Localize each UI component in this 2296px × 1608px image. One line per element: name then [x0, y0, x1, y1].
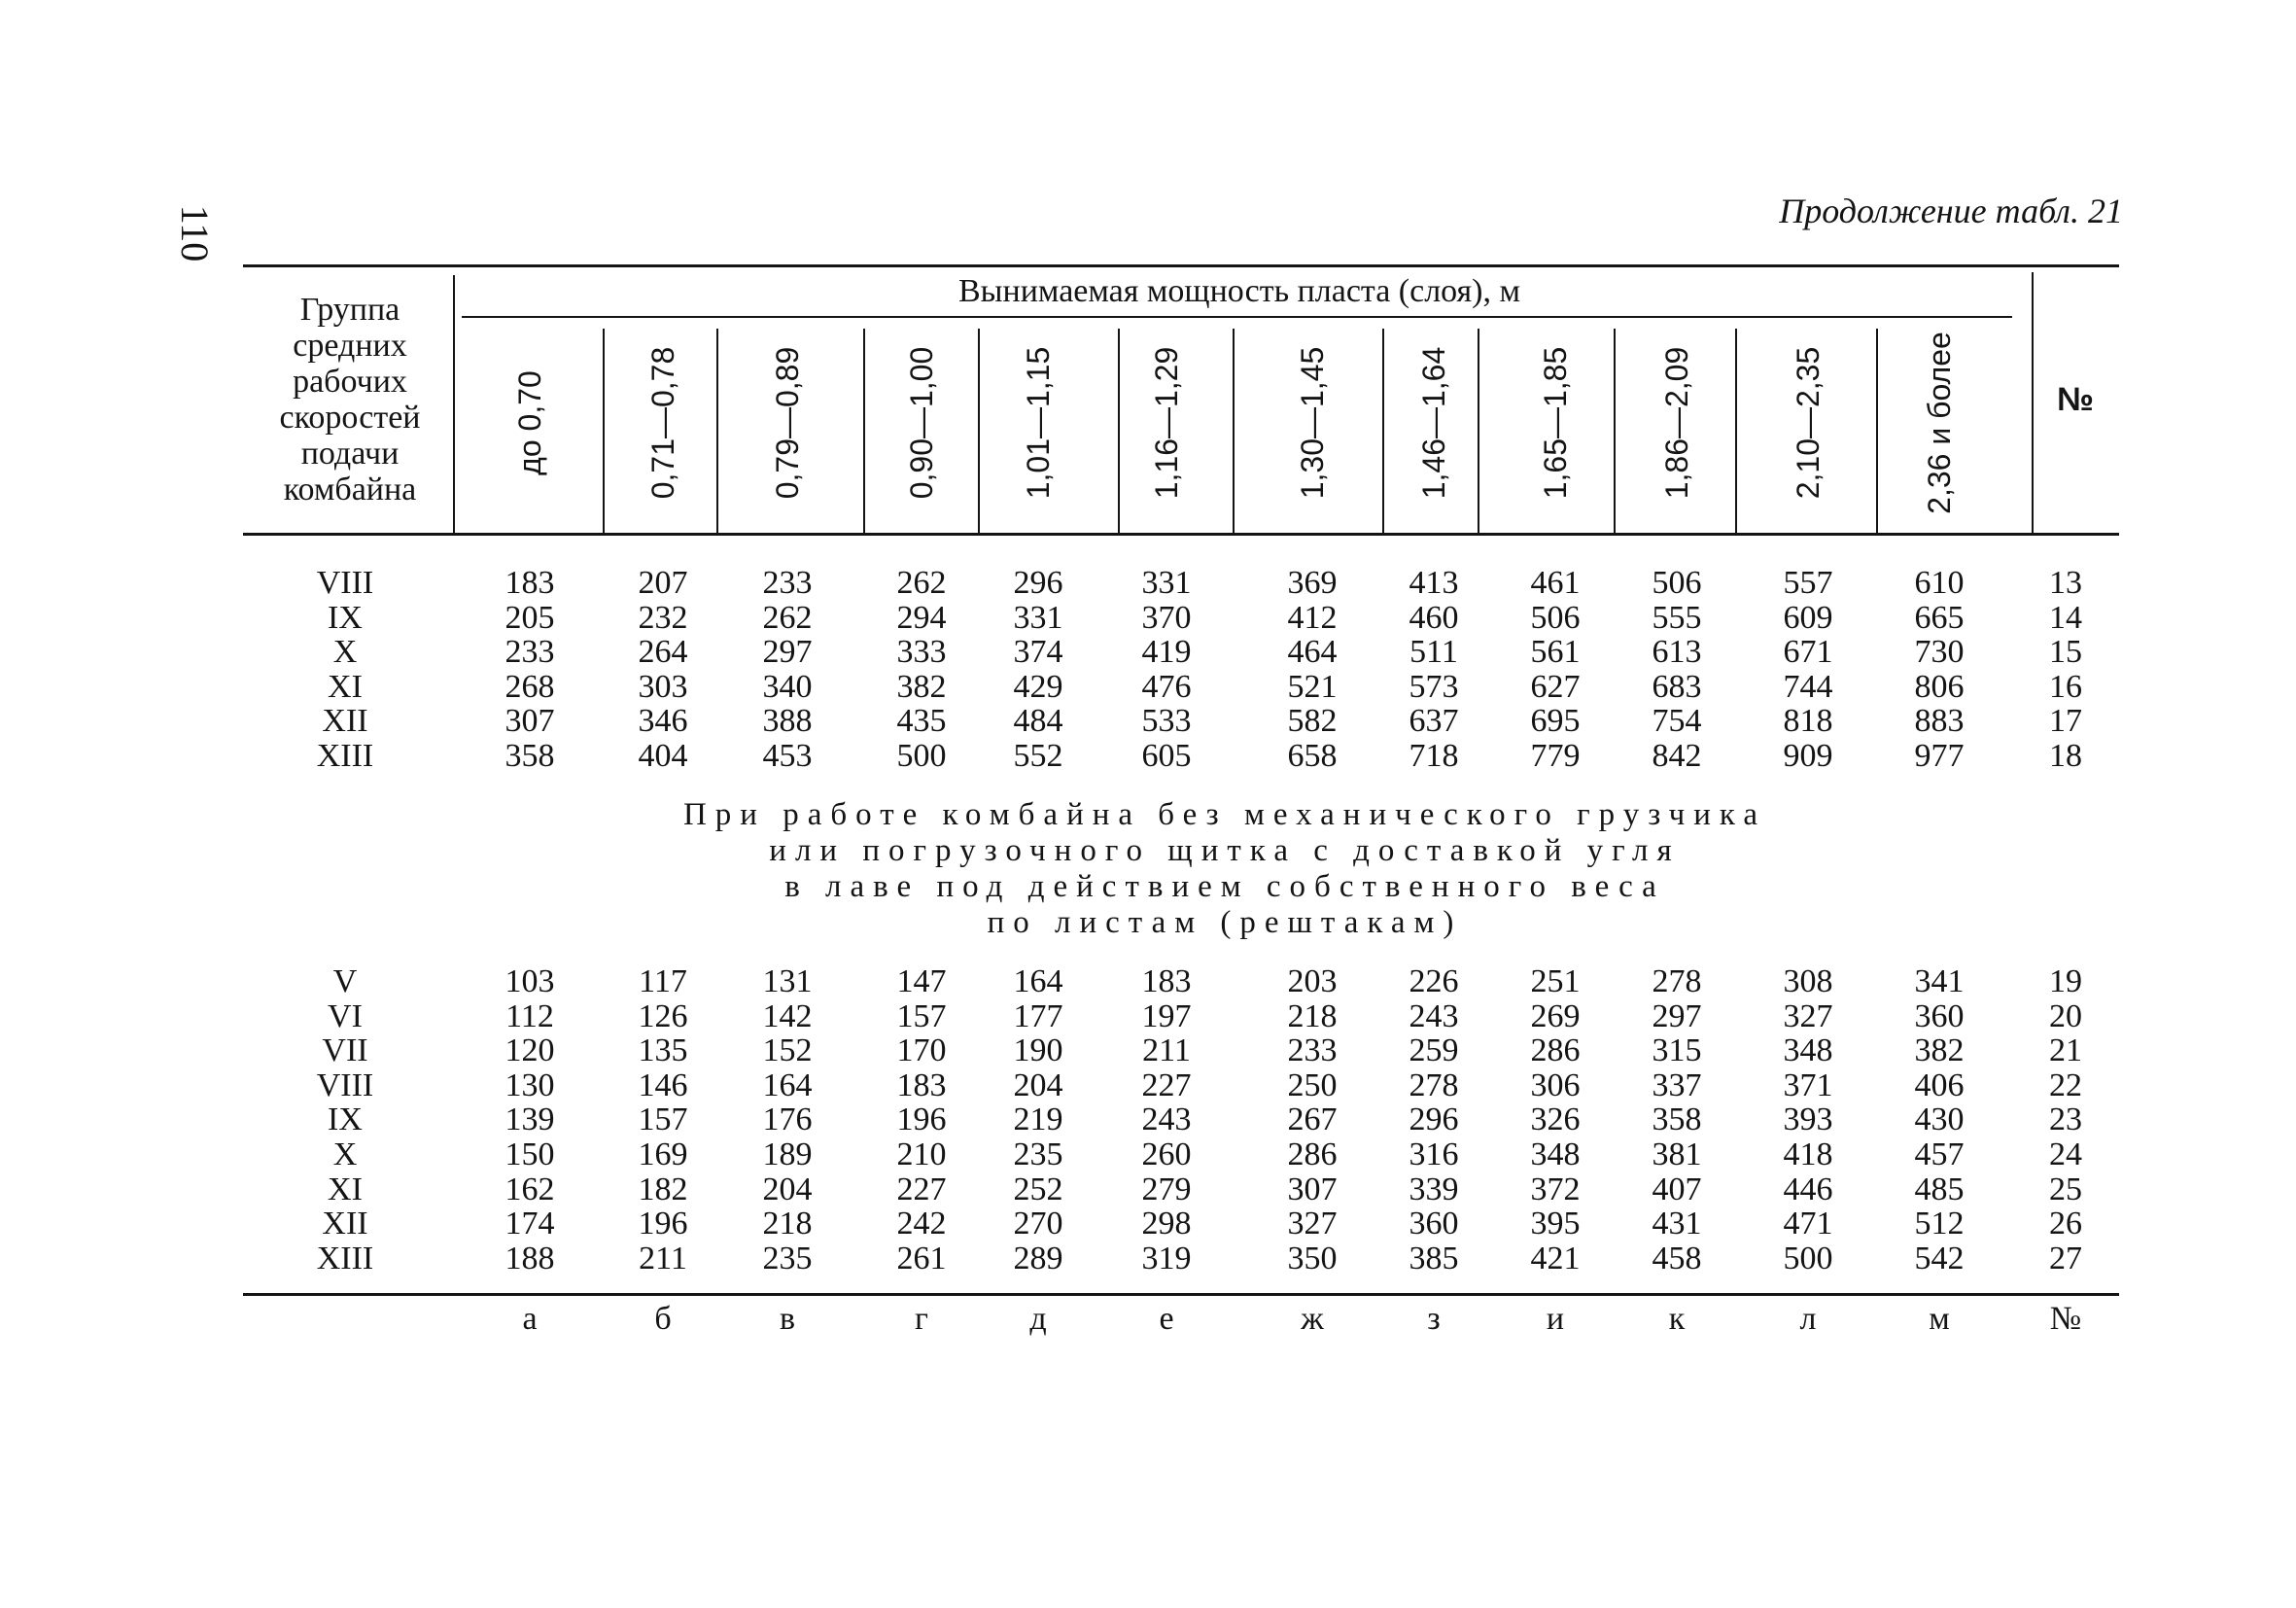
row-group-label: IX	[328, 599, 363, 636]
row-group-label: XII	[322, 1206, 368, 1242]
thickness-header-rule	[462, 316, 2012, 318]
table-cell: 289	[1013, 1240, 1063, 1276]
column-letter: е	[1159, 1301, 1174, 1337]
table-cell: 307	[1287, 1171, 1338, 1207]
column-letter: з	[1427, 1301, 1441, 1337]
table-cell: 262	[762, 599, 813, 636]
table-cell: 461	[1530, 565, 1581, 601]
table-cell: 319	[1141, 1240, 1192, 1276]
table-cell: 261	[896, 1240, 947, 1276]
table-cell: 609	[1783, 599, 1833, 636]
table-cell: 297	[762, 634, 813, 671]
table-cell: 658	[1287, 738, 1338, 774]
number-column-footer: №	[2049, 1301, 2082, 1337]
number-column-divider	[2032, 272, 2034, 533]
table-cell: 348	[1530, 1136, 1581, 1172]
column-divider	[603, 329, 605, 533]
column-divider	[1233, 329, 1235, 533]
table-cell: 157	[638, 1101, 688, 1138]
table-cell: 260	[1141, 1136, 1192, 1172]
table-cell: 162	[504, 1171, 555, 1207]
table-cell: 250	[1287, 1066, 1338, 1103]
table-cell: 573	[1409, 668, 1459, 705]
table-cell: 458	[1652, 1240, 1702, 1276]
header-bottom-rule	[243, 533, 2119, 536]
table-cell: 279	[1141, 1171, 1192, 1207]
table-cell: 605	[1141, 738, 1192, 774]
column-divider	[1118, 329, 1120, 533]
table-cell: 306	[1530, 1066, 1581, 1103]
table-cell: 412	[1287, 599, 1338, 636]
thickness-column-header: 1,01—1,15	[1021, 346, 1056, 500]
table-cell: 205	[504, 599, 555, 636]
column-divider	[1614, 329, 1616, 533]
table-cell: 188	[504, 1240, 555, 1276]
column-letter: и	[1546, 1301, 1565, 1337]
table-cell: 331	[1013, 599, 1063, 636]
table-cell: 552	[1013, 738, 1063, 774]
row-number: 16	[2049, 668, 2082, 705]
table-cell: 233	[762, 565, 813, 601]
table-cell: 331	[1141, 565, 1192, 601]
table-cell: 506	[1652, 565, 1702, 601]
table-cell: 183	[896, 1066, 947, 1103]
table-cell: 286	[1287, 1136, 1338, 1172]
table-cell: 251	[1530, 963, 1581, 999]
table-cell: 117	[639, 963, 687, 999]
table-cell: 511	[1409, 634, 1458, 671]
row-number: 27	[2049, 1240, 2082, 1276]
table-cell: 267	[1287, 1101, 1338, 1138]
thickness-column-header: 1,65—1,85	[1538, 346, 1573, 500]
table-bottom-rule	[243, 1293, 2119, 1296]
table-cell: 294	[896, 599, 947, 636]
table-cell: 210	[896, 1136, 947, 1172]
group-header	[248, 292, 452, 507]
table-cell: 610	[1914, 565, 1965, 601]
column-letter: ж	[1301, 1301, 1324, 1337]
table-cell: 521	[1287, 668, 1338, 705]
row-group-label: X	[332, 634, 358, 671]
table-cell: 235	[1013, 1136, 1063, 1172]
table-cell: 779	[1530, 738, 1581, 774]
table-cell: 627	[1530, 668, 1581, 705]
table-cell: 269	[1530, 997, 1581, 1034]
column-divider	[863, 329, 865, 533]
table-cell: 453	[762, 738, 813, 774]
row-number: 24	[2049, 1136, 2082, 1172]
column-divider	[1478, 329, 1479, 533]
table-cell: 169	[638, 1136, 688, 1172]
table-cell: 103	[504, 963, 555, 999]
table-cell: 806	[1914, 668, 1965, 705]
table-cell: 374	[1013, 634, 1063, 671]
row-number: 17	[2049, 703, 2082, 740]
table-cell: 385	[1409, 1240, 1459, 1276]
table-cell: 147	[896, 963, 947, 999]
table-cell: 360	[1409, 1206, 1459, 1242]
table-cell: 555	[1652, 599, 1702, 636]
row-group-label: VIII	[316, 1066, 374, 1103]
table-cell: 407	[1652, 1171, 1702, 1207]
row-group-label: XI	[328, 1171, 363, 1207]
row-number: 25	[2049, 1171, 2082, 1207]
table-cell: 233	[504, 634, 555, 671]
thickness-column-header: 2,36 и более	[1922, 332, 1957, 514]
table-cell: 730	[1914, 634, 1965, 671]
table-cell: 381	[1652, 1136, 1702, 1172]
table-cell: 382	[896, 668, 947, 705]
table-cell: 226	[1409, 963, 1459, 999]
table-cell: 977	[1914, 738, 1965, 774]
table-cell: 233	[1287, 1032, 1338, 1069]
table-cell: 174	[504, 1206, 555, 1242]
section-title-line: или погрузочного щитка с доставкой угля	[769, 833, 1681, 868]
table-cell: 190	[1013, 1032, 1063, 1069]
table-cell: 227	[896, 1171, 947, 1207]
table-cell: 348	[1783, 1032, 1833, 1069]
group-column-divider	[453, 275, 455, 533]
section-title-line: в лаве под действием собственного веса	[784, 869, 1665, 904]
group-header-line: скоростей	[279, 400, 421, 436]
table-cell: 139	[504, 1101, 555, 1138]
table-cell: 268	[504, 668, 555, 705]
table-cell: 369	[1287, 565, 1338, 601]
column-letter: м	[1929, 1301, 1950, 1337]
table-cell: 211	[639, 1240, 687, 1276]
table-cell: 296	[1013, 565, 1063, 601]
row-number: 13	[2049, 565, 2082, 601]
table-cell: 718	[1409, 738, 1459, 774]
thickness-column-header: до 0,70	[512, 370, 547, 475]
table-cell: 219	[1013, 1101, 1063, 1138]
table-cell: 350	[1287, 1240, 1338, 1276]
table-cell: 235	[762, 1240, 813, 1276]
column-divider	[716, 329, 718, 533]
table-cell: 512	[1914, 1206, 1965, 1242]
table-cell: 382	[1914, 1032, 1965, 1069]
table-cell: 909	[1783, 738, 1833, 774]
table-cell: 372	[1530, 1171, 1581, 1207]
row-number: 15	[2049, 634, 2082, 671]
table-cell: 182	[638, 1171, 688, 1207]
column-letter: л	[1799, 1301, 1817, 1337]
row-number: 22	[2049, 1066, 2082, 1103]
table-cell: 112	[505, 997, 554, 1034]
table-cell: 146	[638, 1066, 688, 1103]
table-cell: 346	[638, 703, 688, 740]
table-cell: 252	[1013, 1171, 1063, 1207]
table-cell: 431	[1652, 1206, 1702, 1242]
group-header-line: подачи	[300, 436, 400, 472]
table-cell: 176	[762, 1101, 813, 1138]
table-cell: 270	[1013, 1206, 1063, 1242]
table-cell: 371	[1783, 1066, 1833, 1103]
thickness-column-header: 1,30—1,45	[1295, 346, 1330, 500]
table-cell: 418	[1783, 1136, 1833, 1172]
section-title-line: При работе комбайна без механического грузчика	[682, 797, 1767, 832]
row-group-label: XI	[328, 668, 363, 705]
table-cell: 183	[1141, 963, 1192, 999]
column-divider	[1382, 329, 1384, 533]
thickness-column-header: 0,79—0,89	[770, 346, 805, 500]
table-cell: 476	[1141, 668, 1192, 705]
row-number: 19	[2049, 963, 2082, 999]
table-cell: 457	[1914, 1136, 1965, 1172]
table-cell: 203	[1287, 963, 1338, 999]
table-cell: 218	[1287, 997, 1338, 1034]
row-number: 18	[2049, 738, 2082, 774]
table-cell: 435	[896, 703, 947, 740]
table-cell: 404	[638, 738, 688, 774]
number-column-header: №	[2057, 381, 2094, 418]
table-cell: 582	[1287, 703, 1338, 740]
table-cell: 883	[1914, 703, 1965, 740]
table-cell: 259	[1409, 1032, 1459, 1069]
section-2-title	[389, 797, 2061, 941]
table-cell: 264	[638, 634, 688, 671]
table-cell: 308	[1783, 963, 1833, 999]
row-group-label: V	[332, 963, 358, 999]
table-cell: 754	[1652, 703, 1702, 740]
column-letter: д	[1029, 1301, 1047, 1337]
table-cell: 120	[504, 1032, 555, 1069]
group-header-line: средних	[293, 328, 407, 364]
table-cell: 484	[1013, 703, 1063, 740]
table-cell: 296	[1409, 1101, 1459, 1138]
table-cell: 613	[1652, 634, 1702, 671]
table-cell: 315	[1652, 1032, 1702, 1069]
group-header-line: комбайна	[283, 472, 417, 507]
page-number: 110	[173, 204, 217, 262]
column-letter: б	[654, 1301, 672, 1337]
table-cell: 446	[1783, 1171, 1833, 1207]
table-cell: 561	[1530, 634, 1581, 671]
table-cell: 242	[896, 1206, 947, 1242]
column-letter: к	[1668, 1301, 1686, 1337]
table-cell: 395	[1530, 1206, 1581, 1242]
table-cell: 542	[1914, 1240, 1965, 1276]
table-cell: 152	[762, 1032, 813, 1069]
table-cell: 370	[1141, 599, 1192, 636]
table-cell: 135	[638, 1032, 688, 1069]
table-cell: 286	[1530, 1032, 1581, 1069]
table-cell: 297	[1652, 997, 1702, 1034]
table-cell: 232	[638, 599, 688, 636]
table-cell: 665	[1914, 599, 1965, 636]
table-cell: 164	[762, 1066, 813, 1103]
table-cell: 744	[1783, 668, 1833, 705]
table-cell: 183	[504, 565, 555, 601]
table-cell: 557	[1783, 565, 1833, 601]
table-cell: 842	[1652, 738, 1702, 774]
table-cell: 262	[896, 565, 947, 601]
table-cell: 327	[1287, 1206, 1338, 1242]
thickness-column-header: 0,71—0,78	[645, 346, 680, 500]
table-cell: 196	[896, 1101, 947, 1138]
table-cell: 227	[1141, 1066, 1192, 1103]
table-cell: 170	[896, 1032, 947, 1069]
table-cell: 358	[504, 738, 555, 774]
table-cell: 126	[638, 997, 688, 1034]
table-cell: 406	[1914, 1066, 1965, 1103]
row-number: 20	[2049, 997, 2082, 1034]
table-cell: 460	[1409, 599, 1459, 636]
table-cell: 358	[1652, 1101, 1702, 1138]
table-cell: 388	[762, 703, 813, 740]
table-cell: 485	[1914, 1171, 1965, 1207]
table-cell: 333	[896, 634, 947, 671]
row-number: 21	[2049, 1032, 2082, 1069]
table-cell: 130	[504, 1066, 555, 1103]
table-cell: 307	[504, 703, 555, 740]
table-cell: 695	[1530, 703, 1581, 740]
table-cell: 197	[1141, 997, 1192, 1034]
table-cell: 204	[1013, 1066, 1063, 1103]
table-cell: 337	[1652, 1066, 1702, 1103]
table-cell: 164	[1013, 963, 1063, 999]
table-cell: 131	[762, 963, 813, 999]
table-cell: 506	[1530, 599, 1581, 636]
table-cell: 303	[638, 668, 688, 705]
table-cell: 464	[1287, 634, 1338, 671]
table-cell: 243	[1409, 997, 1459, 1034]
table-cell: 157	[896, 997, 947, 1034]
thickness-column-header: 2,10—2,35	[1791, 346, 1826, 500]
column-letter: а	[522, 1301, 538, 1337]
thickness-column-header: 1,86—2,09	[1659, 346, 1694, 500]
row-group-label: XIII	[316, 738, 374, 774]
table-cell: 218	[762, 1206, 813, 1242]
table-cell: 429	[1013, 668, 1063, 705]
row-group-label: VII	[322, 1032, 368, 1069]
column-letter: г	[915, 1301, 928, 1337]
table-cell: 419	[1141, 634, 1192, 671]
table-cell: 471	[1783, 1206, 1833, 1242]
table-cell: 500	[896, 738, 947, 774]
table-top-rule	[243, 264, 2119, 267]
row-number: 23	[2049, 1101, 2082, 1138]
table-cell: 340	[762, 668, 813, 705]
table-cell: 207	[638, 565, 688, 601]
table-cell: 421	[1530, 1240, 1581, 1276]
continuation-label: Продолжение табл. 21	[1779, 192, 2123, 230]
row-number: 14	[2049, 599, 2082, 636]
row-group-label: XII	[322, 703, 368, 740]
row-group-label: VIII	[316, 565, 374, 601]
row-number: 26	[2049, 1206, 2082, 1242]
column-letter: в	[779, 1301, 796, 1337]
table-cell: 430	[1914, 1101, 1965, 1138]
table-cell: 671	[1783, 634, 1833, 671]
table-cell: 150	[504, 1136, 555, 1172]
table-cell: 413	[1409, 565, 1459, 601]
table-cell: 339	[1409, 1171, 1459, 1207]
table-cell: 211	[1142, 1032, 1191, 1069]
table-cell: 316	[1409, 1136, 1459, 1172]
thickness-column-header: 1,16—1,29	[1149, 346, 1184, 500]
table-cell: 177	[1013, 997, 1063, 1034]
table-cell: 637	[1409, 703, 1459, 740]
table-cell: 327	[1783, 997, 1833, 1034]
row-group-label: X	[332, 1136, 358, 1172]
column-divider	[1735, 329, 1737, 533]
table-cell: 278	[1409, 1066, 1459, 1103]
column-divider	[1876, 329, 1878, 533]
table-cell: 142	[762, 997, 813, 1034]
table-cell: 189	[762, 1136, 813, 1172]
section-title-line: по листам (рештакам)	[987, 905, 1463, 940]
table-cell: 393	[1783, 1101, 1833, 1138]
table-cell: 341	[1914, 963, 1965, 999]
row-group-label: XIII	[316, 1240, 374, 1276]
thickness-header: Вынимаемая мощность пласта (слоя), м	[958, 273, 1520, 309]
table-cell: 204	[762, 1171, 813, 1207]
table-cell: 278	[1652, 963, 1702, 999]
table-cell: 500	[1783, 1240, 1833, 1276]
column-divider	[978, 329, 980, 533]
thickness-column-header: 0,90—1,00	[904, 346, 939, 500]
group-header-line: Группа	[299, 292, 400, 328]
table-cell: 818	[1783, 703, 1833, 740]
table-cell: 533	[1141, 703, 1192, 740]
table-cell: 360	[1914, 997, 1965, 1034]
thickness-column-header: 1,46—1,64	[1416, 346, 1451, 500]
table-cell: 298	[1141, 1206, 1192, 1242]
row-group-label: VI	[328, 997, 363, 1034]
table-cell: 196	[638, 1206, 688, 1242]
group-header-line: рабочих	[293, 364, 407, 400]
row-group-label: IX	[328, 1101, 363, 1138]
table-cell: 326	[1530, 1101, 1581, 1138]
table-cell: 683	[1652, 668, 1702, 705]
table-cell: 243	[1141, 1101, 1192, 1138]
